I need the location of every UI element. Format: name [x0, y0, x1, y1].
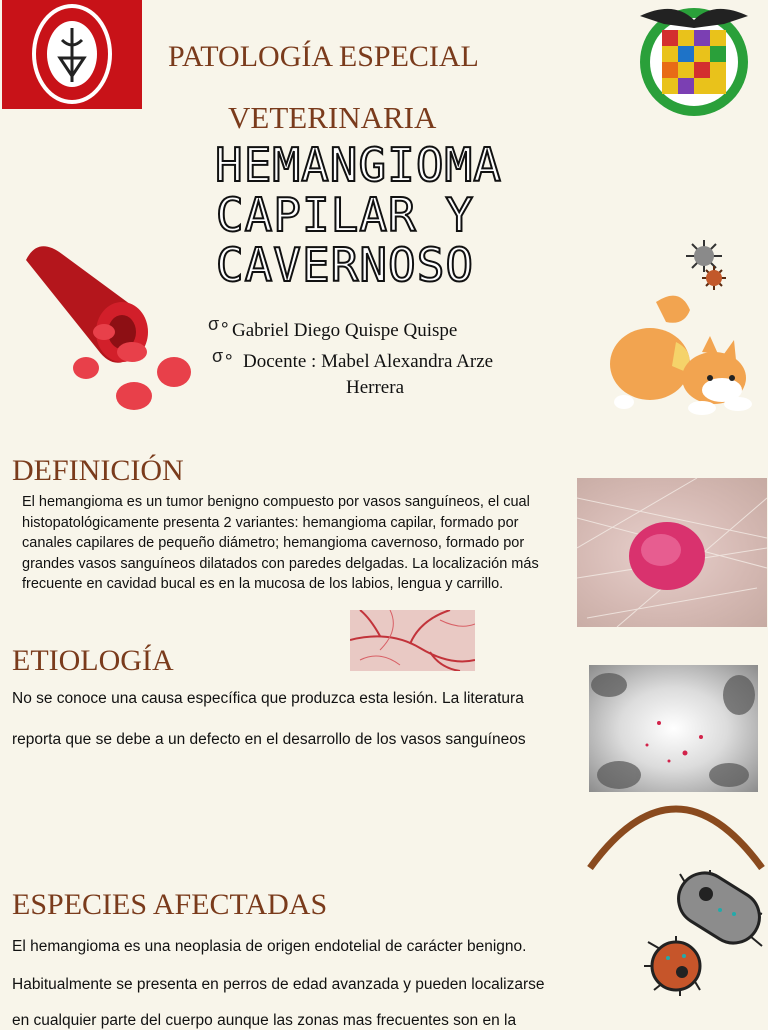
- stethoscope-icon-2: σ∘: [212, 346, 235, 366]
- blood-vessel-illustration: [18, 240, 198, 420]
- dog-icon: [606, 292, 756, 417]
- etiologia-text-line1: No se conoce una causa específica que produzca esta lesión. La literatura: [12, 690, 524, 707]
- author-name: Gabriel Diego Quispe Quispe: [232, 320, 458, 341]
- subject-title-line1: PATOLOGÍA ESPECIAL: [168, 40, 479, 73]
- etiologia-text-line2: reporta que se debe a un defecto en el desarrollo de los vasos sanguíneos: [12, 731, 526, 748]
- main-title-line3: CAVERNOSO: [215, 238, 475, 292]
- decorative-arc: [586, 790, 766, 870]
- definicion-heading: DEFINICIÓN: [12, 454, 184, 487]
- faculty-seal-icon: [2, 0, 142, 109]
- stethoscope-icon: σ∘: [208, 314, 231, 334]
- skin-lesion-photo: [577, 478, 767, 627]
- virus-icon: [682, 240, 730, 294]
- especies-text-line3: en cualquier parte del cuerpo aunque las zonas mas frecuentes son en la: [12, 1012, 517, 1029]
- blood-vessels-photo: [350, 610, 475, 671]
- especies-text-line1: El hemangioma es una neoplasia de origen endotelial de carácter benigno.: [12, 938, 527, 955]
- teacher-name-line1: Docente : Mabel Alexandra Arze: [243, 351, 494, 372]
- arc-icon: [586, 790, 766, 870]
- main-title: [215, 138, 502, 292]
- bacteria-illustration: [640, 866, 766, 998]
- dog-skin-photo: [589, 665, 758, 792]
- etiologia-heading: ETIOLOGÍA: [12, 644, 174, 677]
- subject-title-line2: VETERINARIA: [228, 100, 437, 135]
- faculty-logo: [2, 0, 142, 109]
- blood-vessel-icon: [18, 240, 198, 420]
- teacher-name-line2: Herrera: [346, 377, 405, 398]
- main-title-line1: HEMANGIOMA: [215, 138, 502, 192]
- university-logo: [634, 0, 754, 120]
- vessels-image-icon: [350, 610, 475, 671]
- skin-image-icon: [589, 665, 758, 792]
- university-seal-icon: [634, 0, 754, 120]
- main-title-line2: CAPILAR Y: [215, 188, 475, 242]
- definicion-text: El hemangioma es un tumor benigno compuesto por vasos sanguíneos, el cual histopatológicamente presenta 2 variantes: hemangioma capilar, formado por canales capilares de pequeño diámetro; hemangioma cavernoso, formado por grandes vasos sanguíneos dilatados con paredes delgadas. La localización más frecuente en cavidad bucal es en la mucosa de los labios, lengua y carrillo.: [22, 494, 539, 592]
- especies-text-line2: Habitualmente se presenta en perros de edad avanzada y pueden localizarse: [12, 976, 545, 993]
- especies-heading: ESPECIES AFECTADAS: [12, 888, 328, 921]
- lesion-image-icon: [577, 478, 767, 627]
- dog-illustration: [606, 292, 756, 417]
- bacteria-icon: [640, 866, 766, 998]
